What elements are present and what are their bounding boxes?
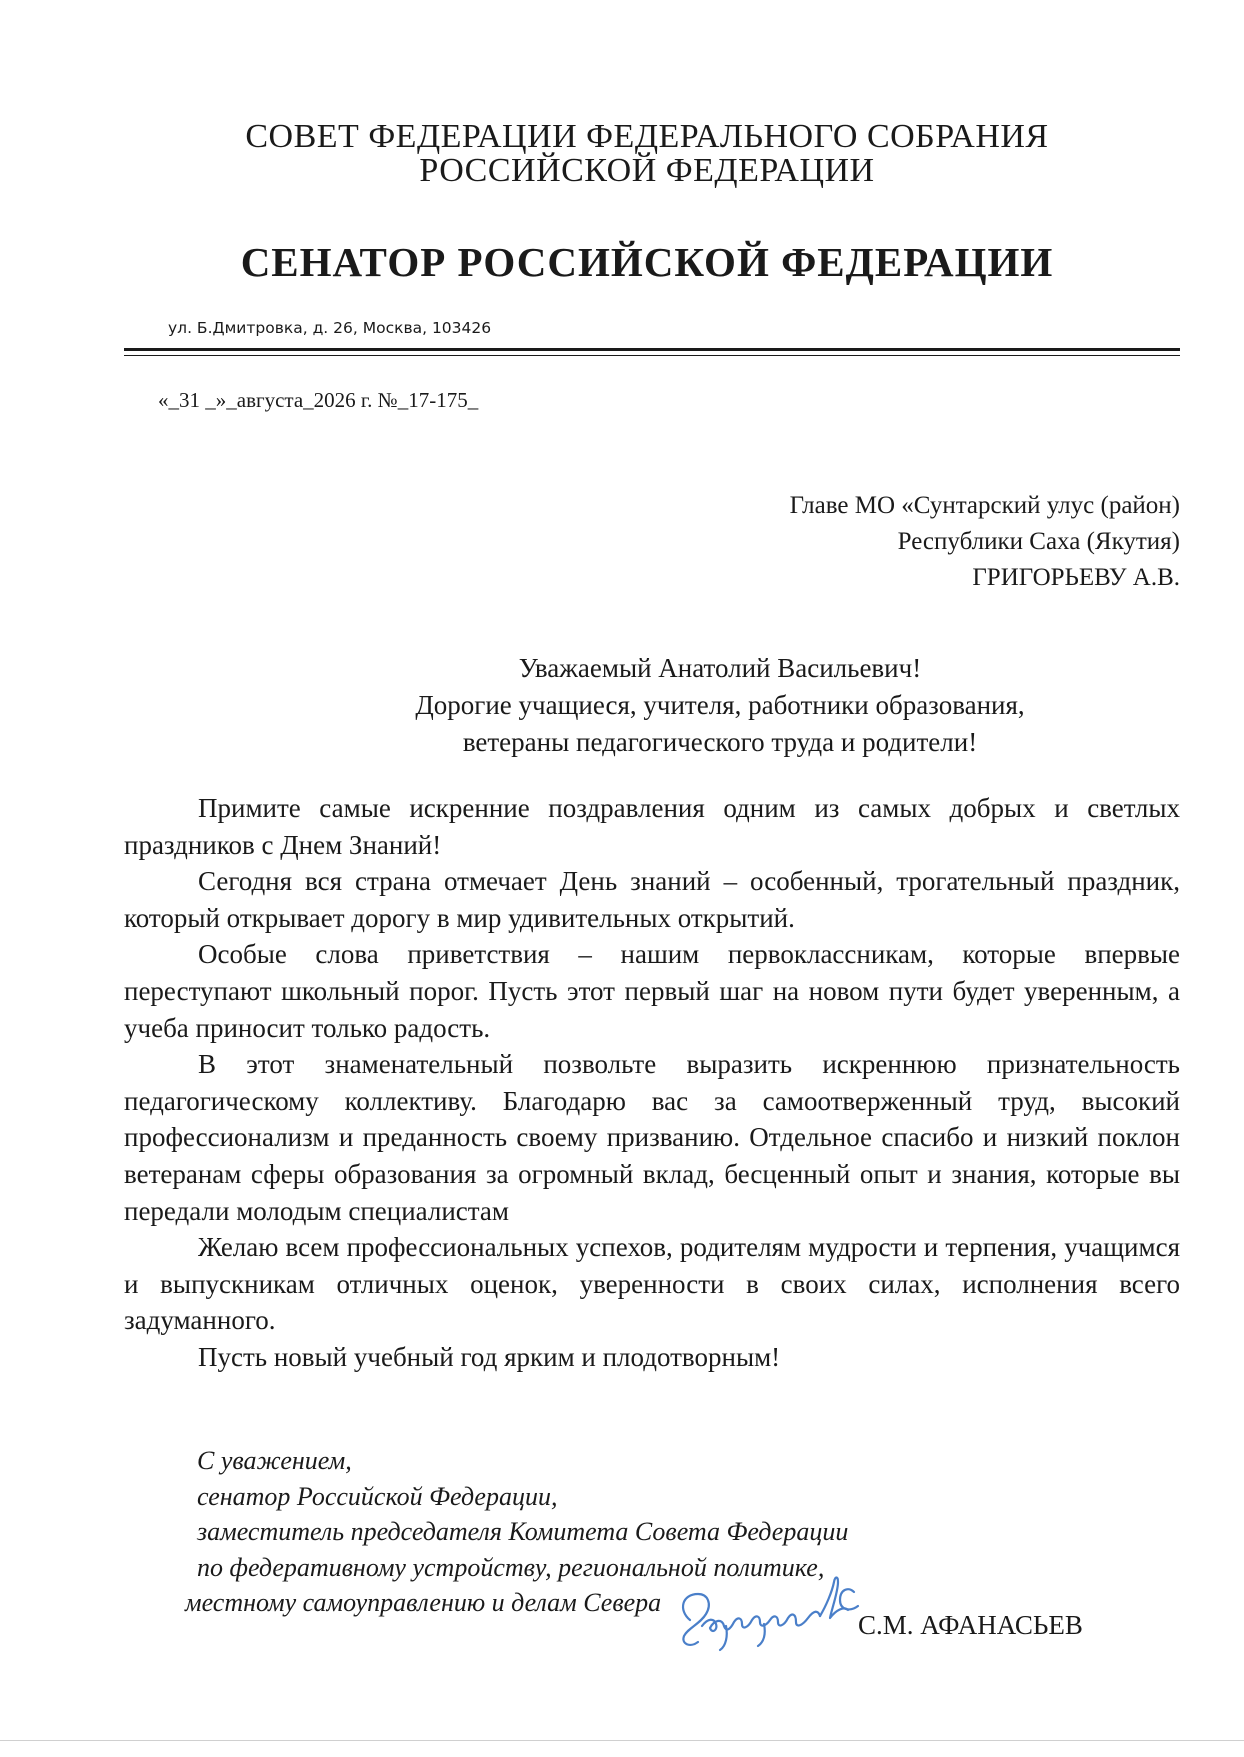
sender-address: ул. Б.Дмитровка, д. 26, Москва, 103426 xyxy=(168,319,492,337)
closing-line-4: по федеративному устройству, региональной политике, xyxy=(197,1552,825,1582)
addressee-block xyxy=(790,488,1180,596)
closing-line-5: местному самоуправлению и делам Севера xyxy=(185,1588,662,1617)
greeting-block xyxy=(320,650,1120,761)
addressee-line-2: Республики Саха (Якутия) xyxy=(897,528,1180,555)
greeting-line-1: Уважаемый Анатолий Васильевич! xyxy=(518,653,922,683)
body-paragraph-6: Пусть новый учебный год ярким и плодотворным! xyxy=(198,1341,781,1372)
body-paragraph-4: В этот знаменательный позвольте выразить искреннюю признательность педагогическому коллективу. Благодарю вас за самоотверженный труд, высокий профессионализм и преданность своему призванию. Отдельное спасибо и низкий поклон ветеранам сферы образования за огромный вклад, бесценный опыт и знания, которые вы передали молодым специалистам xyxy=(124,1049,1180,1226)
body-paragraph-2: Сегодня вся страна отмечает День знаний – особенный, трогательный праздник, который открывает дорогу в мир удивительных открытий. xyxy=(124,866,1180,933)
addressee-line-3: ГРИГОРЬЕВУ А.В. xyxy=(972,564,1180,591)
signer-name: С.М. АФАНАСЬЕВ xyxy=(858,1610,1083,1640)
body-paragraph-3: Особые слова приветствия – нашим первоклассникам, которые впервые переступают школьный порог. Пусть этот первый шаг на новом пути будет уверенным, а учеба приносит только радость. xyxy=(124,939,1180,1043)
body-paragraph-5: Желаю всем профессиональных успехов, родителям мудрости и терпения, учащимся и выпускникам отличных оценок, уверенности в своих силах, исполнения всего задуманного. xyxy=(124,1232,1180,1336)
greeting-line-3: ветераны педагогического труда и родители! xyxy=(462,727,978,757)
closing-line-1: С уважением, xyxy=(197,1446,352,1475)
senator-title: СЕНАТОР РОССИЙСКОЙ ФЕДЕРАЦИИ xyxy=(240,239,1054,285)
closing-line-2: сенатор Российской Федерации, xyxy=(197,1481,558,1511)
greeting-line-2: Дорогие учащиеся, учителя, работники образования, xyxy=(415,690,1025,720)
organization-line-1: СОВЕТ ФЕДЕРАЦИИ ФЕДЕРАЛЬНОГО СОБРАНИЯ xyxy=(245,118,1049,155)
header-rule-thick xyxy=(124,348,1180,351)
body-paragraph-1: Примите самые искренние поздравления одним из самых добрых и светлых праздников с Днем Знаний! xyxy=(124,793,1180,860)
document-reference: «_31 _»_августа_2026 г. №_17-175_ xyxy=(158,388,479,412)
header-rule-thin xyxy=(124,355,1180,356)
letter-body xyxy=(124,790,1180,1376)
addressee-line-1: Главе МО «Сунтарский улус (район) xyxy=(789,492,1180,519)
closing-line-3: заместитель председателя Комитета Совета Федерации xyxy=(197,1517,849,1546)
organization-line-2: РОССИЙСКОЙ ФЕДЕРАЦИИ xyxy=(419,152,875,189)
page-bottom-edge xyxy=(0,1740,1244,1741)
